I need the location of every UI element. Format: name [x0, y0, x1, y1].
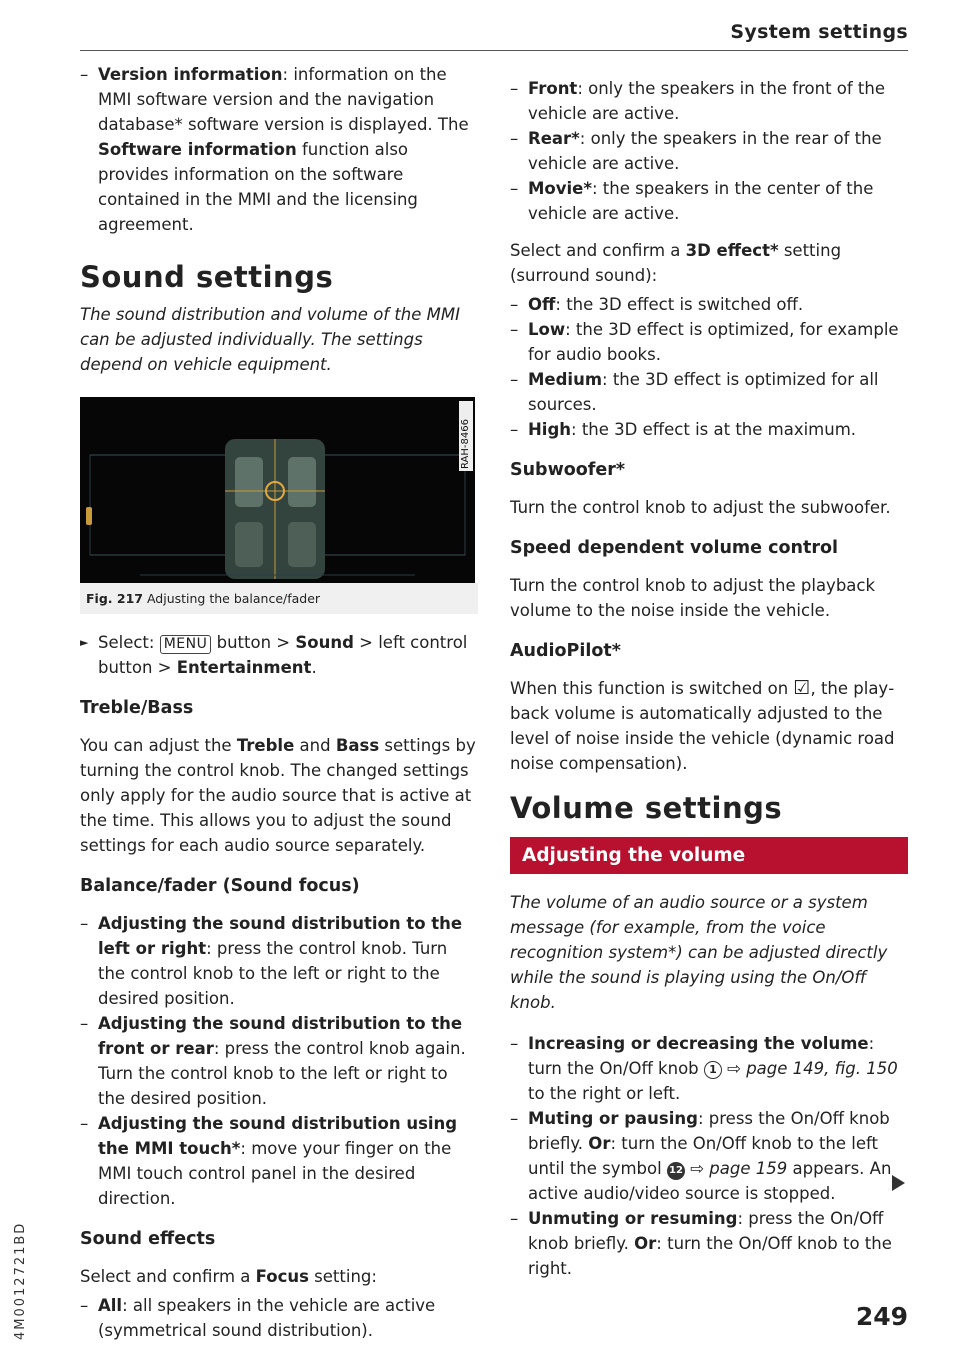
fader-indicator — [86, 507, 92, 525]
audiopilot-heading: AudioPilot* — [510, 641, 621, 661]
figure-code-tag: RAH-8466 — [459, 401, 473, 471]
list-item: – Movie*: the speakers in the center of the vehicle are active. — [510, 176, 908, 226]
list-item: – Front: only the speakers in the front of the vehicle are active. — [510, 76, 908, 126]
continue-arrow-icon — [892, 1175, 905, 1191]
select-instruction: ► Select: MENU button > Sound > left control button > Entertainment. — [80, 630, 478, 680]
treble-bass-heading: Treble/Bass — [80, 698, 194, 718]
list-item: – Adjusting the sound distribution to the left or right: press the control knob. Turn the control knob to the left or right to the desired position. — [80, 911, 478, 1011]
list-item: – Unmuting or resuming: press the On/Off knob briefly. Or: turn the On/Off knob to the right. — [510, 1206, 908, 1281]
checkbox-checked-icon: ☑ — [793, 677, 811, 699]
list-item: – Adjusting the sound distribution using the MMI touch*: move your finger on the MMI touch control panel in the desired direction. — [80, 1111, 478, 1211]
menu-key: MENU — [160, 635, 212, 654]
list-item: – Muting or pausing: press the On/Off knob briefly. Or: turn the On/Off knob to the left until the symbol 12 ⇨ page 159 appears. An active audio/video source is stopped. — [510, 1106, 908, 1206]
sound-effects-text: Select and confirm a Focus setting: — [80, 1267, 377, 1286]
sound-settings-intro: The sound distribution and volume of the MMI can be adjusted individually. The settings depend on vehicle equipment. — [80, 305, 460, 374]
audiopilot-text: When this function is switched on ☑, the playback volume is automatically adjusted to the level of noise inside the vehicle (dynamic road noise compensation). — [510, 677, 895, 773]
sound-effects-heading: Sound effects — [80, 1229, 216, 1249]
document-code: 4M0012721BD — [13, 1221, 28, 1340]
section-title: System settings — [730, 21, 908, 43]
subwoofer-heading: Subwoofer* — [510, 460, 626, 480]
page-reference-link[interactable]: ⇨ page 159 — [690, 1159, 788, 1178]
3d-effect-text: Select and confirm a 3D effect* setting (surround sound): — [510, 241, 842, 285]
speed-volume-heading: Speed dependent volume control — [510, 538, 839, 558]
list-item: – Rear*: only the speakers in the rear of the vehicle are active. — [510, 126, 908, 176]
header-rule — [80, 50, 908, 51]
list-item: – Low: the 3D effect is optimized, for example for audio books. — [510, 317, 908, 367]
list-item: – Increasing or decreasing the volume: turn the On/Off knob 1 ⇨ page 149, fig. 150 to the right or left. — [510, 1031, 908, 1106]
balance-fader-heading: Balance/fader (Sound focus) — [80, 876, 360, 896]
version-information-item: – Version information: information on the MMI software version and the navigation database* software version is displayed. The Software information function also provides information on the software contained in the MMI and the licensing agreement. — [80, 62, 478, 237]
page-reference-link[interactable]: ⇨ page 149, fig. 150 — [727, 1059, 898, 1078]
list-item: – High: the 3D effect is at the maximum. — [510, 417, 908, 442]
left-column — [80, 62, 478, 1343]
volume-settings-heading: Volume settings — [510, 791, 783, 825]
list-item: – Adjusting the sound distribution to the front or rear: press the control knob again. Turn the control knob to the left or right to the desired position. — [80, 1011, 478, 1111]
mmi-screen-illustration — [80, 397, 475, 583]
figure-caption: Fig. 217 Adjusting the balance/fader — [80, 583, 478, 614]
sound-settings-heading: Sound settings — [80, 260, 334, 294]
right-column — [510, 76, 908, 1281]
adjusting-volume-banner: Adjusting the volume — [510, 837, 908, 874]
page-number: 249 — [855, 1302, 908, 1331]
subwoofer-text: Turn the control knob to adjust the subwoofer. — [510, 498, 891, 517]
balance-fader-figure — [80, 397, 475, 583]
treble-bass-text: You can adjust the Treble and Bass settings by turning the control knob. The changed settings only apply for the audio source that is active at the time. This allows you to adjust the sound settings for each audio source separately. — [80, 736, 476, 855]
list-item: – Off: the 3D effect is switched off. — [510, 292, 908, 317]
volume-intro: The volume of an audio source or a system message (for example, from the voice recognition system*) can be adjusted directly while the sound is playing using the On/Off knob. — [510, 893, 888, 1012]
list-item: – All: all speakers in the vehicle are active (symmetrical sound distribution). — [80, 1293, 478, 1343]
speed-volume-text: Turn the control knob to adjust the playback volume to the noise inside the vehicle. — [510, 576, 876, 620]
callout-number-icon: 12 — [667, 1162, 685, 1180]
list-item: – Medium: the 3D effect is optimized for all sources. — [510, 367, 908, 417]
callout-number-icon: 1 — [704, 1061, 722, 1079]
